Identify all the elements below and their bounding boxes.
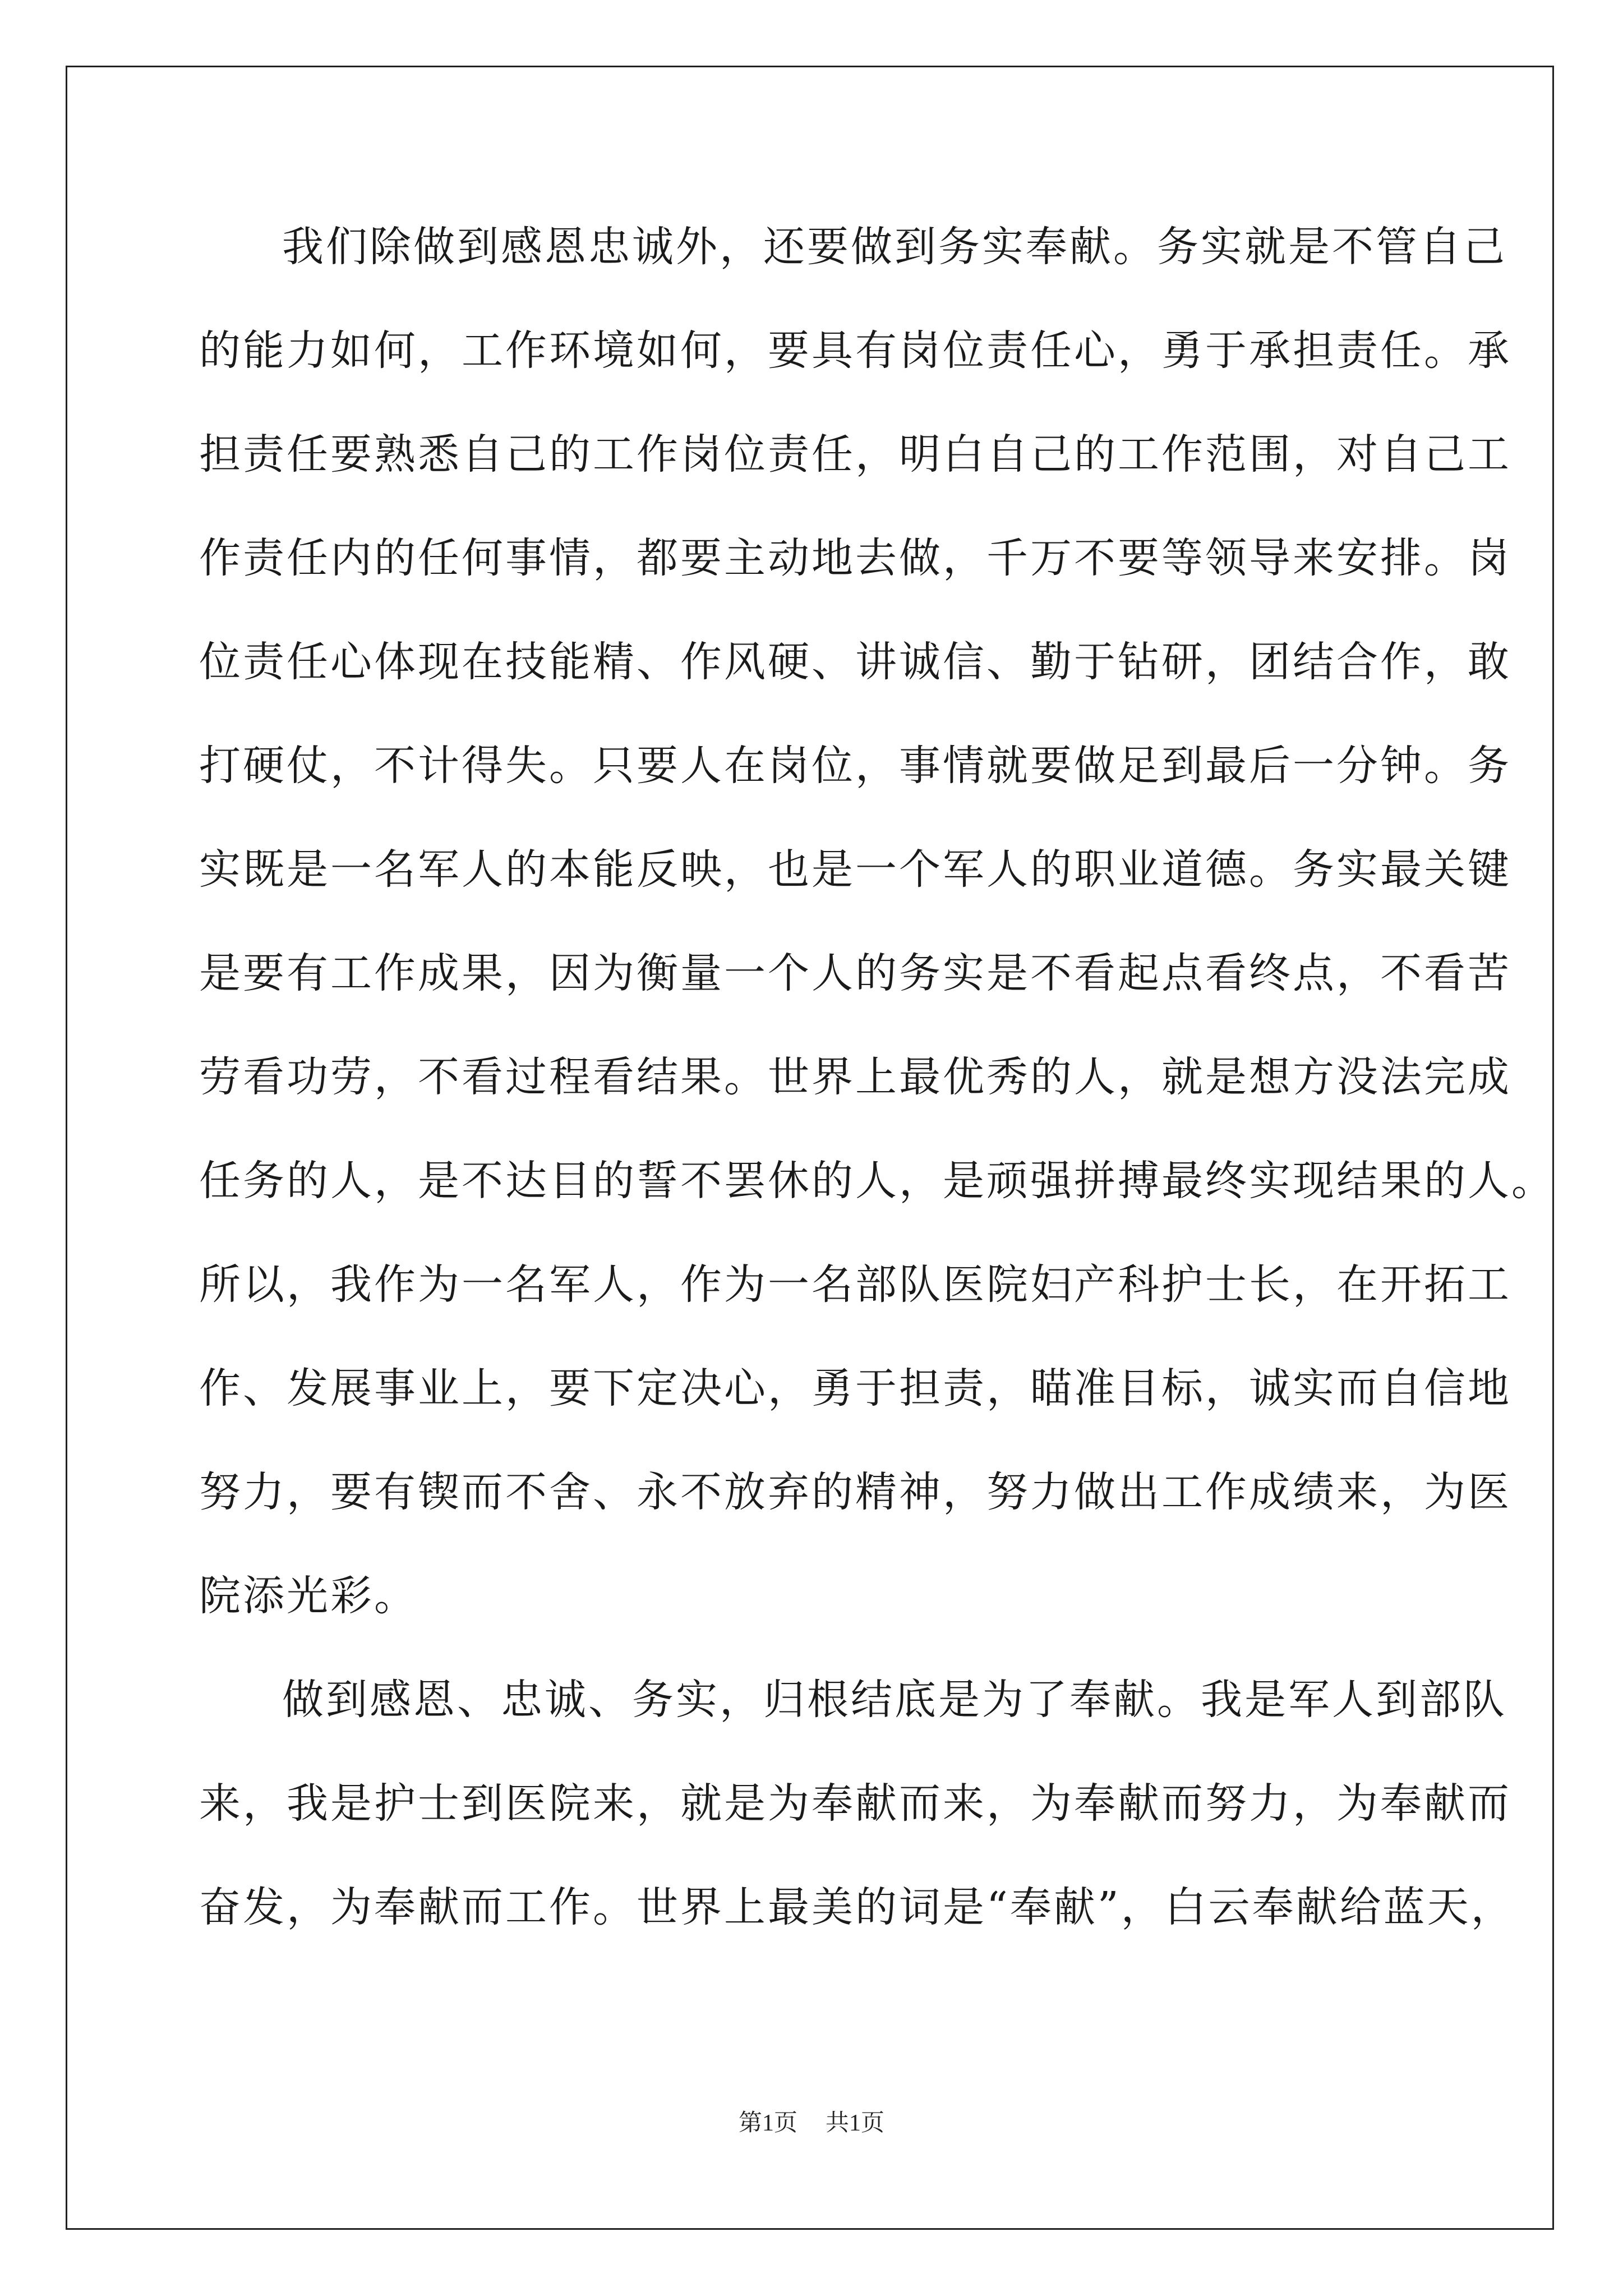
paragraph-2-line-1: 做到感恩、忠诚、务实，归根结底是为了奉献。我是军人到部队 (282, 1676, 1507, 1724)
paragraph-1-line-10: 任务的人，是不达目的誓不罢休的人，是顽强拼搏最终实现结果的人。 (199, 1157, 1555, 1205)
paragraph-1-line-4: 作责任内的任何事情，都要主动地去做，千万不要等领导来安排。岗 (199, 534, 1511, 582)
paragraph-1-line-11: 所以，我作为一名军人，作为一名部队医院妇产科护士长，在开拓工 (199, 1260, 1511, 1309)
paragraph-1-line-2: 的能力如何，工作环境如何，要具有岗位责任心，勇于承担责任。承 (199, 326, 1511, 375)
paragraph-1-line-6: 打硬仗，不计得失。只要人在岗位，事情就要做足到最后一分钟。务 (199, 742, 1511, 790)
paragraph-2-line-3: 奋发，为奉献而工作。世界上最美的词是“奉献”，白云奉献给蓝天， (199, 1883, 1515, 1931)
paragraph-1-line-12: 作、发展事业上，要下定决心，勇于担责，瞄准目标，诚实而自信地 (199, 1364, 1511, 1412)
page-number: 第1页 (738, 2110, 797, 2136)
paragraph-1-line-3: 担责任要熟悉自己的工作岗位责任，明白自己的工作范围，对自己工 (199, 430, 1511, 478)
paragraph-1-line-14: 院添光彩。 (199, 1572, 418, 1620)
page-footer (0, 2109, 1623, 2137)
paragraph-1-line-8: 是要有工作成果，因为衡量一个人的务实是不看起点看终点，不看苦 (199, 949, 1511, 997)
paragraph-1-line-7: 实既是一名军人的本能反映，也是一个军人的职业道德。务实最关键 (199, 845, 1511, 894)
paragraph-1-line-9: 劳看功劳，不看过程看结果。世界上最优秀的人，就是想方没法完成 (199, 1053, 1511, 1101)
page-total: 共1页 (826, 2110, 885, 2136)
paragraph-1-line-1: 我们除做到感恩忠诚外，还要做到务实奉献。务实就是不管自己 (282, 223, 1507, 271)
paragraph-1-line-13: 努力，要有锲而不舍、永不放弃的精神，努力做出工作成绩来，为医 (199, 1468, 1511, 1516)
paragraph-1-line-5: 位责任心体现在技能精、作风硬、讲诚信、勤于钻研，团结合作，敢 (199, 638, 1511, 686)
paragraph-2-line-2: 来，我是护士到医院来，就是为奉献而来，为奉献而努力，为奉献而 (199, 1779, 1511, 1828)
